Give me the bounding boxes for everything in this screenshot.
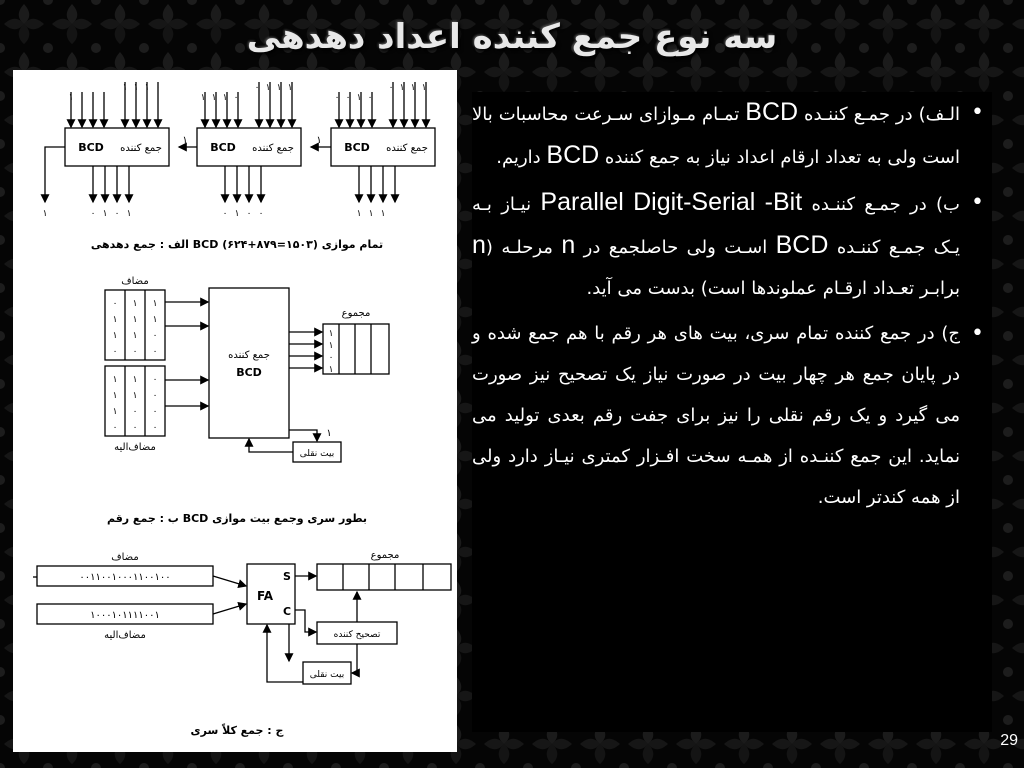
addend-label-c: مضاف bbox=[111, 552, 139, 563]
input-digit: ۰ bbox=[155, 83, 161, 93]
addend-bit: ۱ bbox=[132, 299, 138, 309]
bcd-adder-block bbox=[209, 288, 289, 438]
augend-value-c: ۱۰۰۰۱۰۱۱۱۱۰۰۱ bbox=[90, 610, 160, 621]
output-digit: ۱ bbox=[42, 209, 48, 219]
sum-bit: ۰ bbox=[328, 353, 334, 363]
output-digit: ۱ bbox=[380, 209, 386, 219]
addend-value-c: ۰۰۱۱۰۰۱۰۰۰۱۱۰۰۱۰۰ bbox=[79, 572, 171, 583]
output-digit: ۰ bbox=[258, 209, 264, 219]
caption-c: ج : جمع کلاً سری bbox=[190, 724, 284, 737]
addend-bit: ۰ bbox=[152, 331, 158, 341]
carry-bit-label-b: بیت نقلی bbox=[299, 449, 335, 459]
input-digit: ۱ bbox=[399, 83, 405, 93]
block-2-label: جمع کننده bbox=[252, 143, 294, 154]
output-digit: ۰ bbox=[114, 209, 120, 219]
bullet-text: ج) در جمع کننده تمام سری، بیت های هر رقم با هم جمع شده و در پایان جمع هر چهار بیت در صورت نیاز یک تصحیح نیز صورت می گیرد و یک رقم نقلی را نیز برای جفت رقم بعدی تولید می نماید. این جمع کننـده از همـه سخت افـزار کمتری نیـاز دارد ولی از همه کندتر است. bbox=[472, 323, 960, 508]
input-digit: ۱ bbox=[200, 93, 206, 103]
input-digit: ۰ bbox=[79, 93, 85, 103]
sum-label-c: مجموع bbox=[370, 550, 400, 561]
augend-label-b: مضاف‌الیه bbox=[114, 442, 156, 453]
input-digit: ۰ bbox=[367, 93, 373, 103]
augend-bit: ۱ bbox=[132, 375, 138, 385]
carry-bit-label-c: بیت نقلی bbox=[309, 670, 345, 680]
output-digit: ۱ bbox=[126, 209, 132, 219]
bullet-dot-icon: • bbox=[971, 190, 984, 215]
carry-one-b: ۱ bbox=[326, 428, 332, 439]
input-digit: ۱ bbox=[410, 83, 416, 93]
augend-bit: ۱ bbox=[112, 407, 118, 417]
page-number: 29 bbox=[1000, 732, 1018, 749]
bullet-dot-icon: • bbox=[971, 321, 984, 346]
output-digit: ۱ bbox=[368, 209, 374, 219]
bullet-text: تمـام مـوازای سـرعت محاسبات بالا است ولی به تعداد ارقام اعداد نیاز به جمع کننده bbox=[472, 104, 960, 168]
output-digit: ۰ bbox=[246, 209, 252, 219]
output-digit: ۰ bbox=[90, 209, 96, 219]
sum-bit: ۱ bbox=[328, 329, 334, 339]
addend-bit: ۱ bbox=[152, 315, 158, 325]
input-digit: ۱ bbox=[68, 93, 74, 103]
carry-label-2: ۱ bbox=[316, 135, 322, 146]
adder-label-b1: جمع کننده bbox=[228, 350, 270, 361]
augend-bit: ۰ bbox=[132, 407, 138, 417]
addend-bit: ۱ bbox=[112, 331, 118, 341]
adder-diagrams-figure bbox=[13, 70, 457, 752]
input-digit: ۰ bbox=[90, 93, 96, 103]
carry-label-1: ۱ bbox=[182, 135, 188, 146]
adder-diagrams bbox=[13, 70, 457, 752]
bullet-text: -Bit bbox=[764, 188, 803, 216]
addend-bit: ۰ bbox=[112, 347, 118, 357]
sum-bit: ۱ bbox=[328, 341, 334, 351]
bullet-text: ب) در جمـع کننـده bbox=[802, 194, 960, 215]
bullet-text: داریم. bbox=[496, 147, 547, 168]
block-3-bcd: BCD bbox=[344, 141, 370, 154]
input-digit: ۱ bbox=[133, 83, 139, 93]
input-digit: ۰ bbox=[345, 93, 351, 103]
input-digit: ۱ bbox=[421, 83, 427, 93]
input-digit: ۱ bbox=[287, 83, 293, 93]
fa-s-label: S bbox=[283, 570, 291, 583]
input-digit: ۱ bbox=[144, 83, 150, 93]
block-3-label: جمع کننده bbox=[386, 143, 428, 154]
bullet-text bbox=[624, 194, 633, 215]
addend-bit: ۱ bbox=[132, 315, 138, 325]
bullet-text: BCD bbox=[546, 141, 600, 169]
bullet-text: مرحلـه ( bbox=[485, 237, 562, 258]
content-panel bbox=[472, 92, 992, 732]
addend-bit: ۱ bbox=[152, 299, 158, 309]
addend-label-b: مضاف bbox=[121, 276, 149, 287]
bullet-text: برابـر تعـداد ارقـام عملوندها است) بدست می آید. bbox=[586, 278, 960, 299]
bullet-text: BCD bbox=[745, 98, 799, 126]
input-digit: ۱ bbox=[265, 83, 271, 93]
bullet-text: نیـاز بـه یـک جمـع کننـده bbox=[472, 194, 960, 258]
augend-bit: ۰ bbox=[152, 407, 158, 417]
fa-label: FA bbox=[256, 589, 274, 603]
augend-bit: ۰ bbox=[152, 391, 158, 401]
addend-bit: ۰ bbox=[132, 347, 138, 357]
bullet-item bbox=[472, 182, 992, 309]
caption-a: الف : جمع دهدهی BCD تمام موازی (۱۵۰۳=۸۷۹+۶۲۴) bbox=[90, 238, 384, 251]
augend-bit: ۰ bbox=[112, 423, 118, 433]
input-digit: ۰ bbox=[101, 93, 107, 103]
bullet-text: الـف) در جمـع کننـده bbox=[798, 104, 960, 125]
bullet-text: n bbox=[472, 231, 486, 259]
block-1-label: جمع کننده bbox=[120, 143, 162, 154]
bullet-list bbox=[472, 92, 992, 518]
input-digit: ۱ bbox=[122, 83, 128, 93]
input-digit: ۱ bbox=[356, 93, 362, 103]
bullet-text: Parallel bbox=[540, 188, 624, 216]
input-digit: ۱ bbox=[211, 93, 217, 103]
block-1-bcd: BCD bbox=[78, 141, 104, 154]
bullet-text: اسـت ولی حاصلجمع در bbox=[575, 237, 776, 258]
bullet-text: Digit-Serial bbox=[633, 188, 756, 216]
input-digit: ۰ bbox=[233, 93, 239, 103]
final-carry bbox=[45, 147, 65, 202]
sum-shift-register bbox=[317, 564, 451, 590]
augend-bit: ۱ bbox=[132, 391, 138, 401]
augend-label-c: مضاف‌الیه bbox=[104, 630, 146, 641]
output-digit: ۱ bbox=[102, 209, 108, 219]
caption-b: ب : جمع رقم BCD بطور سری وجمع بیت موازی bbox=[106, 512, 368, 525]
augend-bit: ۰ bbox=[152, 375, 158, 385]
bullet-item bbox=[472, 313, 992, 518]
input-digit: ۰ bbox=[334, 93, 340, 103]
augend-bit: ۰ bbox=[132, 423, 138, 433]
bullet-text bbox=[755, 194, 764, 215]
addend-bit: ۰ bbox=[152, 347, 158, 357]
input-digit: ۱ bbox=[222, 93, 228, 103]
sum-label-b: مجموع bbox=[341, 308, 371, 319]
block-2-bcd: BCD bbox=[210, 141, 236, 154]
output-digit: ۱ bbox=[356, 209, 362, 219]
sum-bit: ۱ bbox=[328, 365, 334, 375]
bullet-text: n bbox=[561, 231, 576, 259]
corrector-label: تصحیح کننده bbox=[333, 630, 381, 640]
addend-bit: ۰ bbox=[112, 299, 118, 309]
output-digit: ۰ bbox=[222, 209, 228, 219]
bullet-text: BCD bbox=[775, 231, 829, 259]
augend-bit: ۱ bbox=[112, 375, 118, 385]
addend-bit: ۱ bbox=[132, 331, 138, 341]
augend-bit: ۰ bbox=[152, 423, 158, 433]
output-digit: ۱ bbox=[234, 209, 240, 219]
augend-bit: ۱ bbox=[112, 391, 118, 401]
slide-title: سه نوع جمع کننده اعداد دهدهی bbox=[246, 17, 778, 57]
bullet-item bbox=[472, 92, 992, 178]
fa-c-label: C bbox=[282, 605, 292, 618]
adder-label-b2: BCD bbox=[236, 366, 262, 379]
input-digit: ۰ bbox=[254, 83, 260, 93]
input-digit: ۰ bbox=[388, 83, 394, 93]
input-digit: ۱ bbox=[276, 83, 282, 93]
addend-bit: ۱ bbox=[112, 315, 118, 325]
bullet-dot-icon: • bbox=[971, 100, 984, 125]
